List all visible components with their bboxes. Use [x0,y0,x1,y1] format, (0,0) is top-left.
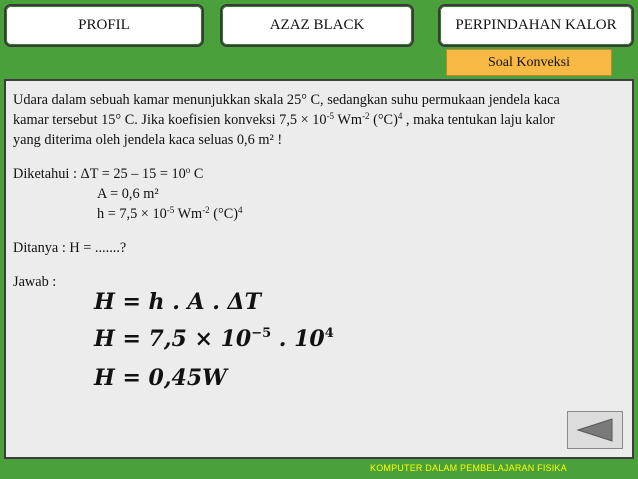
h-text: (°C) [209,206,239,222]
problem-text: Wm [334,112,362,128]
exponent: 4 [324,326,334,341]
exponent: -2 [202,205,210,215]
equation-2 [94,326,334,352]
exponent: -2 [362,111,370,121]
degree-sup: o [185,165,191,175]
exponent: −5 [251,326,272,341]
problem-content [13,90,627,292]
diketahui-h [13,204,627,224]
content-panel [4,79,634,459]
exponent: -5 [166,205,175,215]
jawab-label: Jawab : [13,274,57,290]
problem-line-3: yang diterima oleh jendela kaca seluas 0,6 m² ! [13,132,283,148]
tab-perpindahan-kalor[interactable]: PERPINDAHAN KALOR [438,4,634,47]
equation-3: H = 0,45W [94,365,227,391]
equation-text: . 10 [271,326,325,352]
tab-azaz-black[interactable]: AZAZ BLACK [220,4,414,47]
h-text: h = 7,5 × 10 [97,206,167,222]
subtab-soal-konveksi[interactable]: Soal Konveksi [446,49,612,76]
footer-text: KOMPUTER DALAM PEMBELAJARAN FISIKA [370,463,567,473]
equation-text: H = 7,5 × 10 [94,326,252,352]
diketahui-unit: C [190,166,204,182]
diketahui-line [13,164,627,184]
diketahui-area: A = 0,6 m² [97,186,159,202]
exponent: 4 [397,111,403,121]
problem-line-1: Udara dalam sebuah kamar menunjukkan skala 25° C, sedangkan suhu permukaan jendela kaca [13,92,560,108]
problem-text: kamar tersebut 15° C. Jika koefisien konveksi 7,5 × 10 [13,112,327,128]
back-button[interactable] [567,411,623,449]
back-arrow-icon [574,417,616,443]
tab-profil[interactable]: PROFIL [4,4,204,47]
problem-text: , maka tentukan laju kalor [402,112,555,128]
diketahui-text: Diketahui : ΔT = 25 – 15 = 10 [13,166,186,182]
problem-text: (°C) [369,112,398,128]
problem-line-2 [13,110,627,130]
exponent: -5 [326,111,335,121]
ditanya-line: Ditanya : H = .......? [13,240,127,256]
exponent: 4 [238,205,243,215]
h-text: Wm [174,206,203,222]
equation-1: H = h . A . ΔT [94,289,261,315]
